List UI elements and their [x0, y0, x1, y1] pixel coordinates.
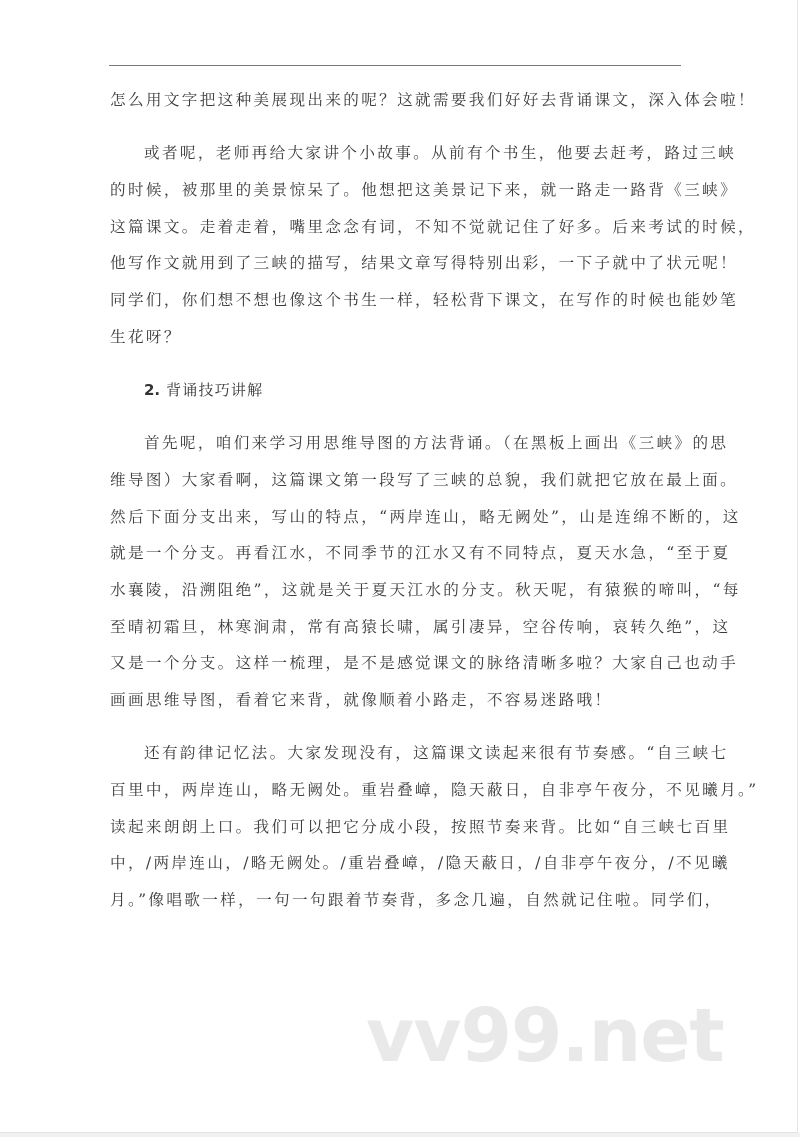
paragraph-line: 首先呢，咱们来学习用思维导图的方法背诵。（在黑板上画出《三峡》的思 — [144, 434, 729, 452]
section-title: 背诵技巧讲解 — [166, 381, 264, 399]
paragraph-line: 同学们，你们想不想也像这个书生一样，轻松背下课文，在写作的时候也能妙笔 — [110, 291, 739, 309]
paragraph-line: 至晴初霜旦，林寒涧肃，常有高猿长啸，属引凄异，空谷传响，哀转久绝”，这 — [110, 618, 731, 636]
paragraph-line: 百里中，两岸连山，略无阙处。重岩叠嶂，隐天蔽日，自非亭午夜分，不见曦月。” — [110, 781, 759, 799]
paragraph-line: 怎么用文字把这种美展现出来的呢？这就需要我们好好去背诵课文，深入体会啦！ — [110, 91, 756, 109]
paragraph-line: 这篇课文。走着走着，嘴里念念有词，不知不觉就记住了好多。后来考试的时候， — [110, 218, 756, 236]
paragraph-line: 的时候，被那里的美景惊呆了。他想把这美景记下来，就一路走一路背《三峡》 — [110, 181, 739, 199]
paragraph-line: 读起来朗朗上口。我们可以把它分成小段，按照节奏来背。比如“自三峡七百里 — [110, 818, 731, 836]
paragraph-line: 就是一个分支。再看江水，不同季节的江水又有不同特点，夏天水急，“至于夏 — [110, 544, 731, 562]
paragraph-line: 还有韵律记忆法。大家发现没有，这篇课文读起来很有节奏感。“自三峡七 — [144, 744, 729, 762]
paragraph-line: 水襄陵，沿溯阻绝”，这就是关于夏天江水的分支。秋天呢，有猿猴的啼叫，“每 — [110, 581, 741, 599]
paragraph-line: 生花呀？ — [110, 328, 182, 346]
paragraph-line: 中，/两岸连山，/略无阙处。/重岩叠嶂，/隐天蔽日，/自非亭午夜分，/不见曦 — [110, 854, 730, 872]
paragraph-line: 月。”像唱歌一样，一句一句跟着节奏背，多念几遍，自然就记住啦。同学们， — [110, 891, 723, 909]
page-bottom-edge — [0, 1133, 800, 1137]
section-heading — [144, 379, 263, 401]
paragraph-line: 维导图）大家看啊，这篇课文第一段写了三峡的总貌，我们就把它放在最上面。 — [110, 471, 739, 489]
paragraph-line: 画画思维导图，看着它来背，就像顺着小路走，不容易迷路哦！ — [110, 691, 613, 709]
paragraph-line: 他写作文就用到了三峡的描写，结果文章写得特别出彩，一下子就中了状元呢！ — [110, 254, 739, 272]
header-rule — [109, 65, 681, 66]
paragraph-line: 又是一个分支。这样一梳理，是不是感觉课文的脉络清晰多啦？大家自己也动手 — [110, 654, 739, 672]
section-number: 2. — [144, 381, 161, 399]
watermark-text: vv99.net — [366, 993, 724, 1079]
paragraph-line: 或者呢，老师再给大家讲个小故事。从前有个书生，他要去赶考，路过三峡 — [144, 144, 737, 162]
paragraph-line: 然后下面分支出来，写山的特点，“两岸连山，略无阙处”，山是连绵不断的，这 — [110, 508, 741, 526]
